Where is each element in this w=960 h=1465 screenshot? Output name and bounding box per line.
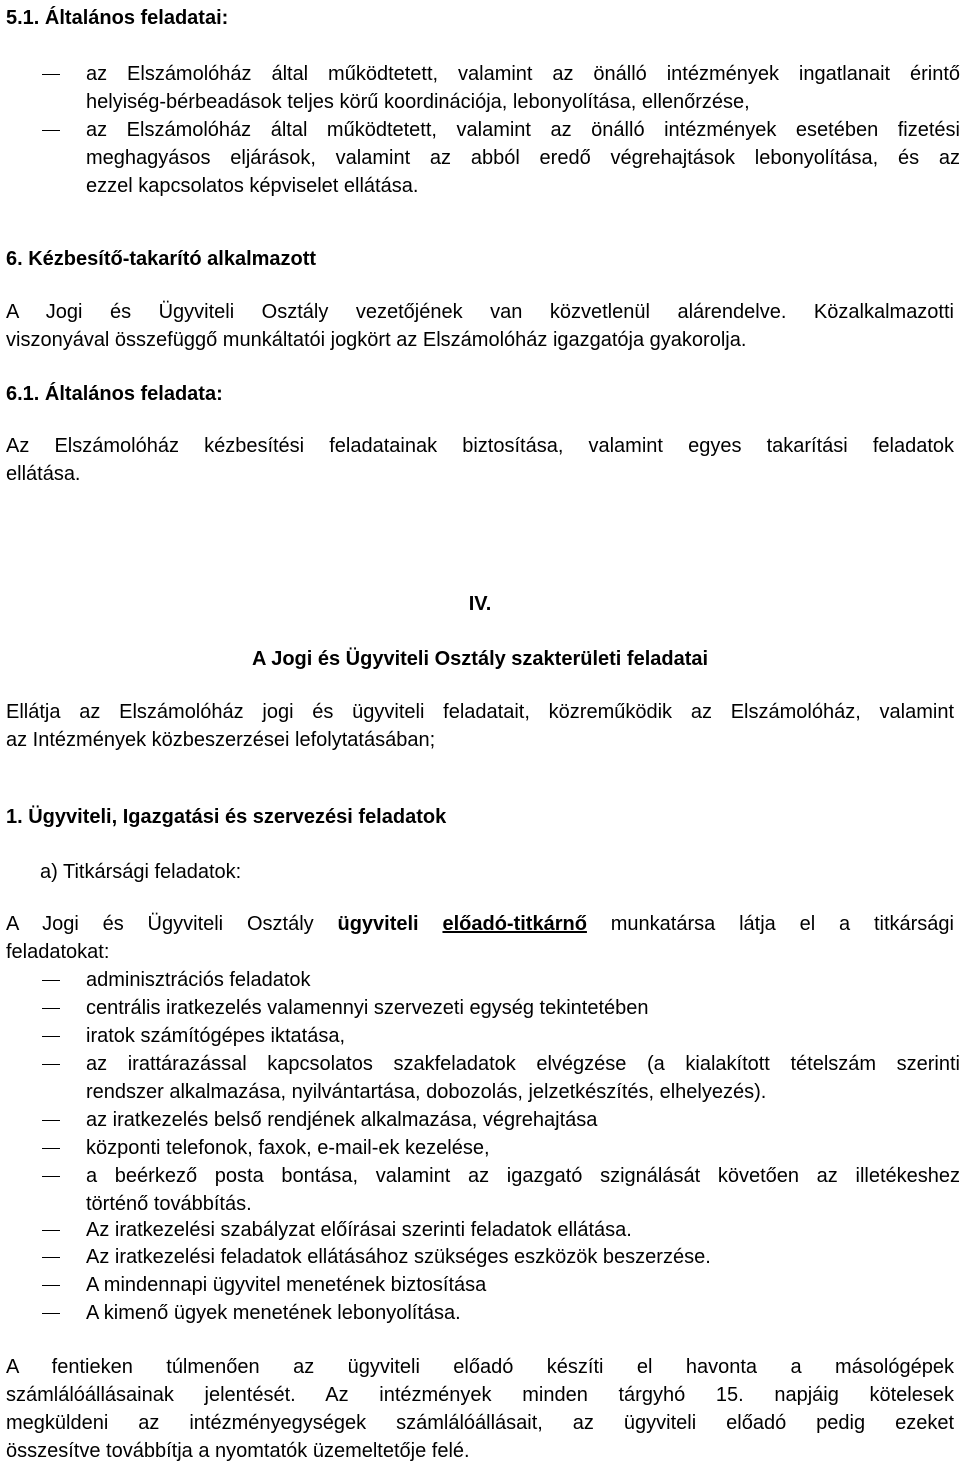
list-item-line: adminisztrációs feladatok (86, 969, 311, 991)
chapter-title: A Jogi és Ügyviteli Osztály szakterületi feladatai (251, 648, 709, 670)
paragraph-line: megküldeni az intézményegységek számlálóállásait, az ügyviteli előadó pedig ezeket (6, 1412, 954, 1434)
chapter-intro (6, 698, 954, 754)
paragraph-line: Ellátja az Elszámolóház jogi és ügyviteli feladatait, közreműködik az Elszámolóház, valamint (6, 701, 954, 723)
dash-bullet (42, 1230, 60, 1231)
paragraph-line: számlálóállásainak jelentését. Az intézmények minden tárgyhó 15. napjáig kötelesek (6, 1384, 954, 1406)
list-item-line: Az iratkezelési feladatok ellátásához szükséges eszközök beszerzése. (86, 1246, 711, 1268)
dash-bullet (42, 1176, 60, 1177)
list-item-line: Az iratkezelési szabályzat előírásai szerinti feladatok ellátása. (86, 1219, 632, 1241)
section-1-closing (6, 1353, 954, 1465)
list-item (6, 60, 960, 116)
section-6-1-heading: 6.1. Általános feladata: (6, 383, 223, 405)
dash-bullet (42, 1148, 60, 1149)
list-item (6, 1216, 954, 1244)
list-item (6, 966, 954, 994)
list-item-line: A mindennapi ügyvitel menetének biztosítása (86, 1274, 487, 1296)
dash-bullet (42, 1257, 60, 1258)
paragraph-line: Az Elszámolóház kézbesítési feladatainak biztosítása, valamint egyes takarítási feladatok (6, 435, 954, 457)
paragraph-line (6, 910, 954, 938)
dash-bullet (42, 1036, 60, 1037)
section-6-paragraph (6, 298, 954, 354)
dash-bullet (42, 1008, 60, 1009)
paragraph-line: feladatokat: (6, 941, 110, 963)
list-item (6, 116, 960, 200)
list-item-line: a beérkező posta bontása, valamint az igazgató szignálását követően az illetékeshez (86, 1165, 960, 1187)
list-item (6, 1271, 954, 1299)
list-item (6, 1022, 954, 1050)
list-item-line: központi telefonok, faxok, e-mail-ek kezelése, (86, 1137, 490, 1159)
intro-space (419, 913, 443, 935)
section-1-intro (6, 910, 954, 966)
paragraph-line: összesítve továbbítja a nyomtatók üzemeltetője felé. (6, 1440, 470, 1462)
dash-bullet (42, 980, 60, 981)
list-item (6, 1299, 954, 1327)
paragraph-line: viszonyával összefüggő munkáltatói jogkört az Elszámolóház igazgatója gyakorolja. (6, 329, 747, 351)
list-item-line: meghagyásos eljárások, valamint az abból eredő végrehajtások lebonyolítása, és az (86, 147, 960, 169)
dash-bullet (42, 1285, 60, 1286)
list-item-line: az iratkezelés belső rendjének alkalmazása, végrehajtása (86, 1109, 598, 1131)
dash-bullet (42, 130, 60, 131)
section-5-1-heading: 5.1. Általános feladatai: (6, 7, 229, 29)
paragraph-line: A Jogi és Ügyviteli Osztály vezetőjének van közvetlenül alárendelve. Közalkalmazotti (6, 301, 954, 323)
list-item-line: helyiség-bérbeadások teljes körű koordinációja, lebonyolítása, ellenőrzése, (86, 91, 750, 113)
chapter-number: IV. (468, 593, 492, 615)
paragraph-line: az Intézmények közbeszerzései lefolytatásában; (6, 729, 436, 751)
intro-bold-text: ügyviteli (337, 913, 419, 935)
list-item-line: az Elszámolóház által működtetett, valamint az önálló intézmények esetében fizetési (86, 119, 960, 141)
intro-bold-underlined-text: előadó-titkárnő (442, 913, 587, 935)
list-item (6, 994, 954, 1022)
list-item-line: iratok számítógépes iktatása, (86, 1025, 346, 1047)
dash-bullet (42, 74, 60, 75)
list-item-line: történő továbbítás. (86, 1193, 252, 1215)
list-item (6, 1050, 960, 1106)
dash-bullet (42, 1064, 60, 1065)
list-item (6, 1106, 954, 1134)
paragraph-line: A fentieken túlmenően az ügyviteli előadó készíti el havonta a másológépek (6, 1356, 954, 1378)
list-item-line: centrális iratkezelés valamennyi szervezeti egység tekintetében (86, 997, 649, 1019)
section-1-heading: 1. Ügyviteli, Igazgatási és szervezési feladatok (6, 806, 447, 828)
list-item (6, 1134, 954, 1162)
paragraph-line: ellátása. (6, 463, 81, 485)
section-6-1-paragraph (6, 432, 954, 488)
list-item-line: rendszer alkalmazása, nyilvántartása, dobozolás, jelzetkészítés, elhelyezés). (86, 1081, 767, 1103)
intro-text: munkatársa látja el a titkársági (586, 913, 954, 935)
section-1-subheading: a) Titkársági feladatok: (40, 861, 242, 883)
list-item-line: A kimenő ügyek menetének lebonyolítása. (86, 1302, 461, 1324)
intro-text: A Jogi és Ügyviteli Osztály (6, 913, 338, 935)
dash-bullet (42, 1120, 60, 1121)
list-item (6, 1162, 960, 1218)
list-item-line: az irattárazással kapcsolatos szakfeladatok elvégzése (a kialakított tételszám szerinti (86, 1053, 960, 1075)
section-6-heading: 6. Kézbesítő-takarító alkalmazott (6, 248, 317, 270)
list-item (6, 1243, 954, 1271)
list-item-line: ezzel kapcsolatos képviselet ellátása. (86, 175, 419, 197)
dash-bullet (42, 1313, 60, 1314)
list-item-line: az Elszámolóház által működtetett, valamint az önálló intézmények ingatlanait érintő (86, 63, 960, 85)
